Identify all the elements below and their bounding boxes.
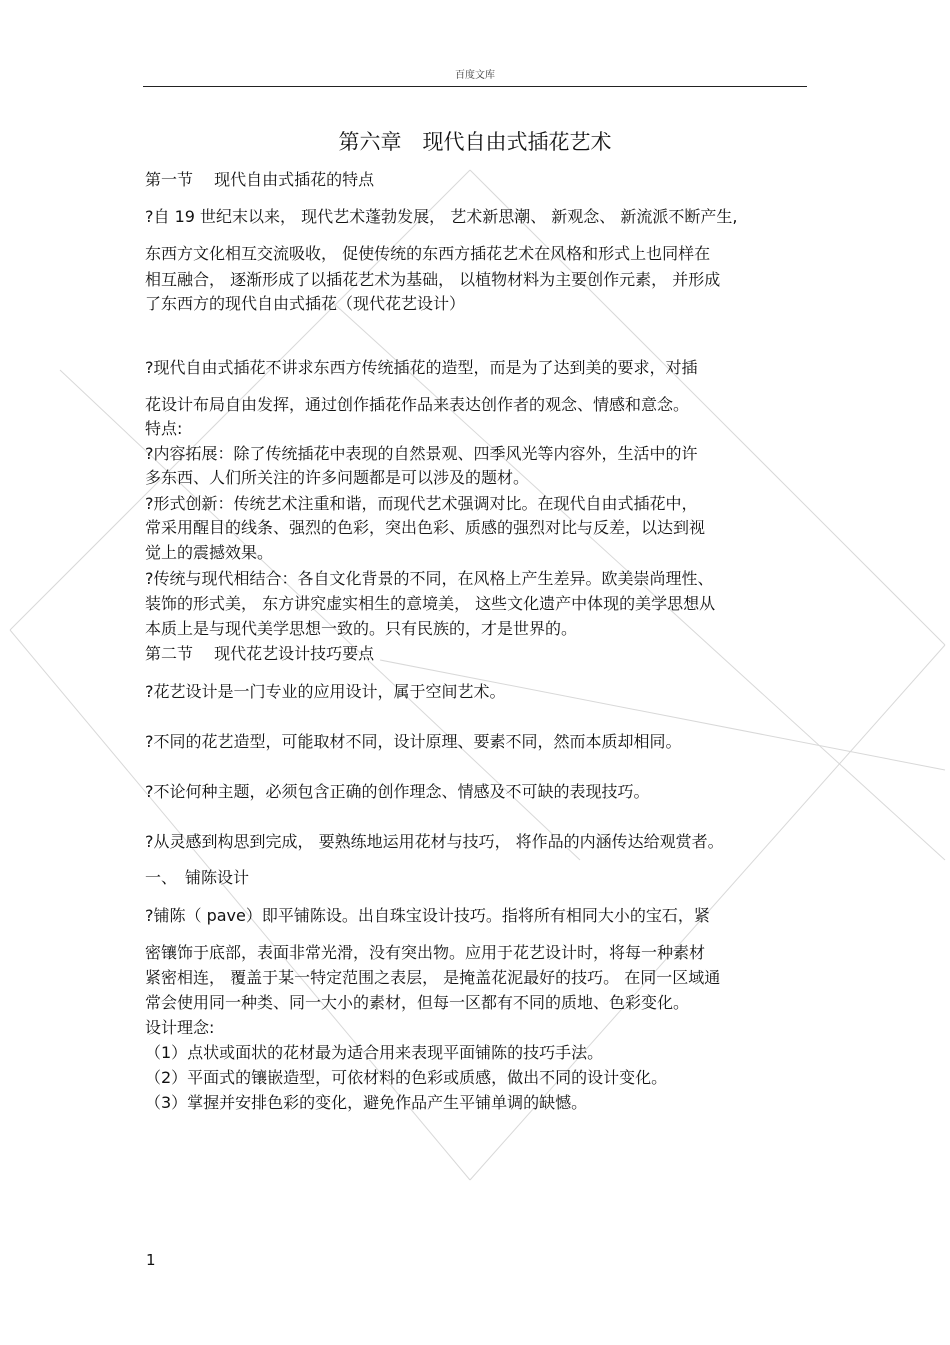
section-heading: 第一节 现代自由式插花的特点	[145, 170, 375, 189]
paragraph-line: 多东西、人们所关注的许多问题都是可以涉及的题材。	[145, 468, 530, 487]
paragraph-line: 设计理念:	[145, 1018, 215, 1037]
paragraph-line: ?花艺设计是一门专业的应用设计，属于空间艺术。	[145, 682, 506, 701]
paragraph-line: ?内容拓展：除了传统插花中表现的自然景观、四季风光等内容外，生活中的许	[145, 444, 698, 463]
paragraph-line: ?现代自由式插花不讲求东西方传统插花的造型，而是为了达到美的要求，对插	[145, 358, 698, 377]
paragraph-line: 密镶饰于底部，表面非常光滑，没有突出物。应用于花艺设计时，将每一种素材	[145, 943, 706, 962]
paragraph-line: 了东西方的现代自由式插花（现代花艺设计）	[145, 294, 466, 313]
paragraph-line: ?不论何种主题，必须包含正确的创作理念、情感及不可缺的表现技巧。	[145, 782, 650, 801]
paragraph-line: ?铺陈（ pave）即平铺陈设。出自珠宝设计技巧。指将所有相同大小的宝石，紧	[145, 906, 710, 925]
header-divider	[143, 86, 807, 87]
paragraph-line: ?自 19 世纪末以来， 现代艺术蓬勃发展， 艺术新思潮、 新观念、 新流派不断产生,	[145, 207, 738, 226]
page-number: 1	[146, 1251, 156, 1269]
paragraph-line: ?传统与现代相结合：各自文化背景的不同，在风格上产生差异。欧美崇尚理性、	[145, 569, 714, 588]
paragraph-line: ?形式创新：传统艺术注重和谐，而现代艺术强调对比。在现代自由式插花中，	[145, 494, 698, 513]
header-site-name: 百度文库	[455, 70, 495, 81]
section-heading: 第二节 现代花艺设计技巧要点	[145, 644, 375, 663]
paragraph-line: 东西方文化相互交流吸收， 促使传统的东西方插花艺术在风格和形式上也同样在	[145, 244, 711, 263]
subsection-heading: 一、 铺陈设计	[145, 868, 250, 887]
chapter-title: 第六章 现代自由式插花艺术	[338, 130, 612, 154]
paragraph-line: ?不同的花艺造型，可能取材不同，设计原理、要素不同，然而本质却相同。	[145, 732, 682, 751]
list-item: （3）掌握并安排色彩的变化，避免作品产生平铺单调的缺憾。	[145, 1093, 588, 1112]
paragraph-line: 常采用醒目的线条、强烈的色彩，突出色彩、质感的强烈对比与反差，以达到视	[145, 518, 706, 537]
paragraph-line: 花设计布局自由发挥，通过创作插花作品来表达创作者的观念、情感和意念。	[145, 395, 690, 414]
paragraph-line: 本质上是与现代美学思想一致的。只有民族的，才是世界的。	[145, 619, 578, 638]
list-item: （2）平面式的镶嵌造型，可依材料的色彩或质感，做出不同的设计变化。	[145, 1068, 668, 1087]
list-item: （1）点状或面状的花材最为适合用来表现平面铺陈的技巧手法。	[145, 1043, 604, 1062]
paragraph-line: 觉上的震撼效果。	[145, 543, 274, 562]
paragraph-line: 特点:	[145, 419, 183, 438]
paragraph-line: 常会使用同一种类、同一大小的素材，但每一区都有不同的质地、色彩变化。	[145, 993, 690, 1012]
paragraph-line: ?从灵感到构思到完成， 要熟练地运用花材与技巧， 将作品的内涵传达给观赏者。	[145, 832, 724, 851]
paragraph-line: 相互融合， 逐渐形成了以插花艺术为基础， 以植物材料为主要创作元素， 并形成	[145, 270, 721, 289]
paragraph-line: 紧密相连， 覆盖于某一特定范围之表层， 是掩盖花泥最好的技巧。 在同一区域通	[145, 968, 721, 987]
paragraph-line: 装饰的形式美， 东方讲究虚实相生的意境美， 这些文化遗产中体现的美学思想从	[145, 594, 716, 613]
